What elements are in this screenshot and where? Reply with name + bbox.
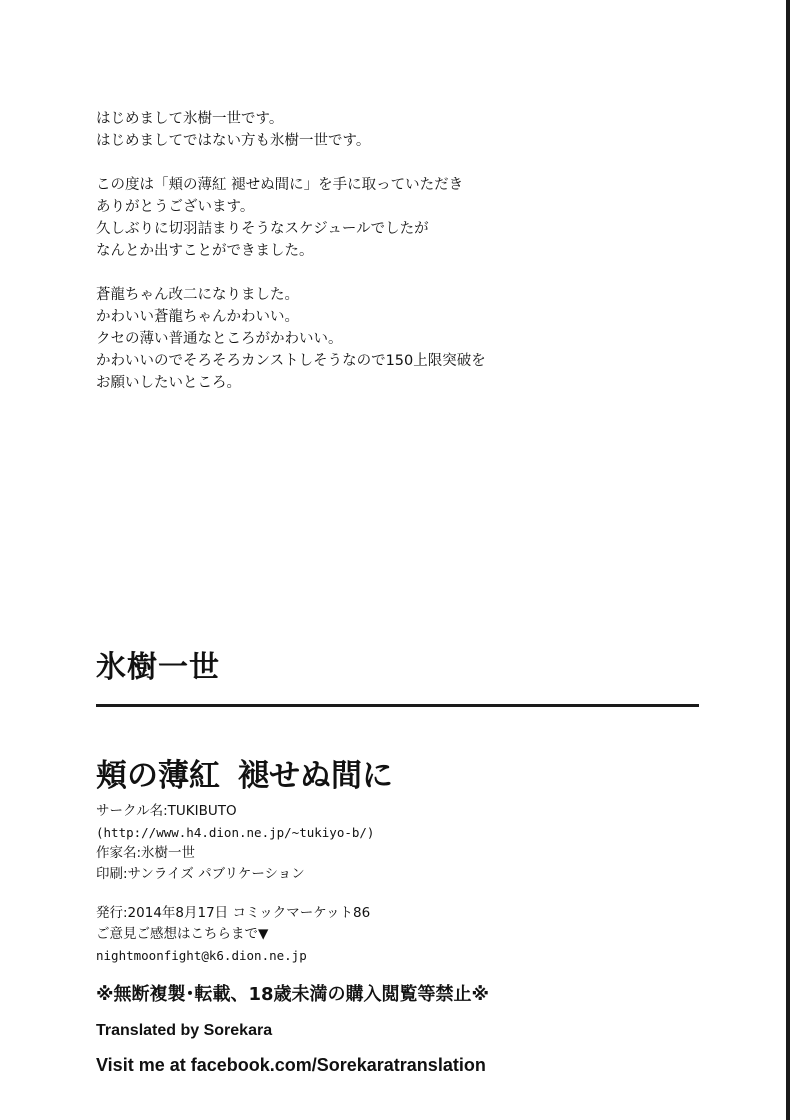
afterword-line: なんとか出すことができました。 xyxy=(96,243,314,259)
translator-link: Visit me at facebook.com/Sorekaratranslation xyxy=(96,1055,486,1075)
afterword-line: お願いしたいところ。 xyxy=(96,375,241,391)
colophon-credits xyxy=(96,801,374,885)
book-title-part2: 褪せぬ間に xyxy=(238,758,393,794)
afterword-line: はじめまして氷樹一世です。 xyxy=(96,111,284,127)
colophon-printer: 印刷:サンライズ パブリケーション xyxy=(96,866,305,882)
divider-rule xyxy=(96,704,699,707)
colophon-published: 発行:2014年8月17日 コミックマーケット86 xyxy=(96,905,371,921)
afterword-paragraph-1 xyxy=(96,108,696,152)
page-edge xyxy=(786,0,790,1120)
author-name: 氷樹一世 xyxy=(96,650,220,685)
colophon-publication xyxy=(96,903,370,966)
colophon-url: (http://www.h4.dion.ne.jp/~tukiyo-b/) xyxy=(96,825,375,840)
afterword-line: この度は「頬の薄紅 褪せぬ間に」を手に取っていただき xyxy=(96,177,464,193)
colophon-email: nightmoonfight@k6.dion.ne.jp xyxy=(96,948,307,963)
afterword-line: かわいい蒼龍ちゃんかわいい。 xyxy=(96,309,299,325)
afterword-line: 久しぶりに切羽詰まりそうなスケジュールでしたが xyxy=(96,221,429,237)
prohibition-notice: ※無断複製･転載、18歳未満の購入閲覧等禁止※ xyxy=(96,984,490,1005)
colophon-circle: サークル名:TUKIBUTO xyxy=(96,803,237,819)
afterword-paragraph-3 xyxy=(96,284,696,394)
afterword-paragraph-2 xyxy=(96,174,696,262)
book-title xyxy=(96,756,393,796)
afterword-line: はじめましてではない方も氷樹一世です。 xyxy=(96,133,371,149)
colophon-author: 作家名:氷樹一世 xyxy=(96,845,196,861)
afterword-line: クセの薄い普通なところがかわいい。 xyxy=(96,331,343,347)
afterword-line: ありがとうございます。 xyxy=(96,199,255,215)
afterword-line: かわいいのでそろそろカンストしそうなので150上限突破を xyxy=(96,353,486,369)
book-title-part1: 頬の薄紅 xyxy=(96,758,220,794)
translator-credit: Translated by Sorekara xyxy=(96,1022,273,1039)
afterword-line: 蒼龍ちゃん改二になりました。 xyxy=(96,287,299,303)
colophon-feedback: ご意見ご感想はこちらまで▼ xyxy=(96,926,269,942)
